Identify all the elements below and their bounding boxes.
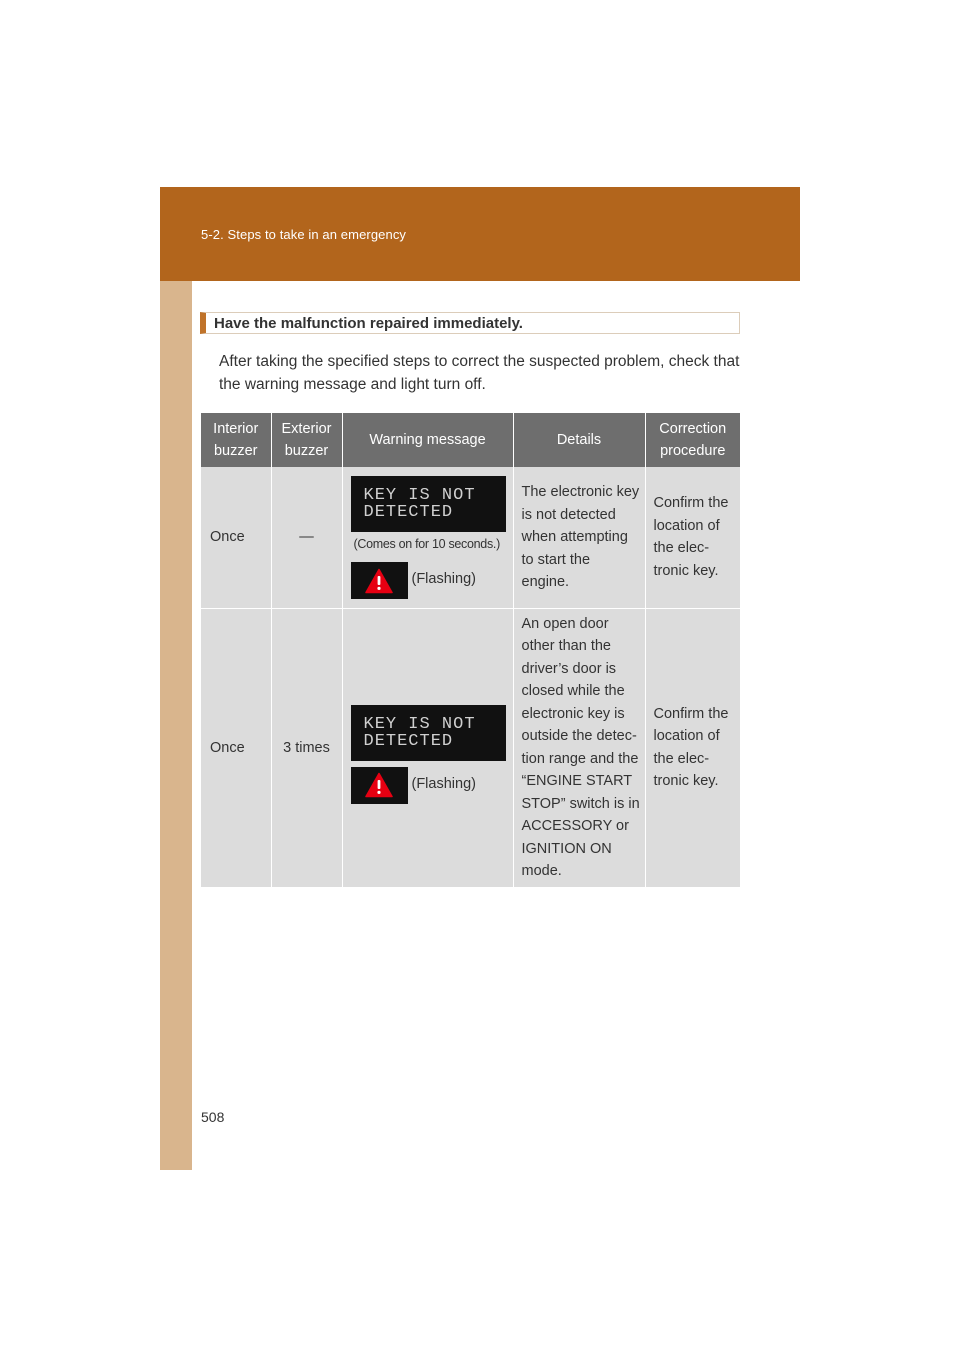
exterior-buzzer-cell: 3 times: [271, 608, 342, 887]
warning-message-cell: [342, 608, 513, 887]
page-number: 508: [201, 1109, 225, 1125]
warning-light: [351, 562, 408, 599]
warning-table: [201, 413, 740, 888]
table-row: [201, 608, 740, 887]
column-header: Exterior buzzer: [271, 413, 342, 467]
display-line: KEY IS NOT: [363, 714, 476, 734]
side-strip: [160, 281, 192, 1170]
flashing-label: (Flashing): [411, 775, 476, 792]
column-header: Warning message: [342, 413, 513, 467]
correction-cell: Confirm the location of the elec- tronic key.: [645, 467, 740, 608]
section-heading: Have the malfunction repaired immediately.: [200, 312, 740, 334]
details-cell: An open door other than the driver’s door is closed while the electronic key is outside the detec- tion range and the “ENGINE START STOP” switch is in ACCESSORY or IGNITION ON mode.: [513, 608, 645, 887]
warning-triangle-icon: [365, 568, 393, 594]
display-line: KEY IS NOT: [363, 486, 476, 505]
display-line: DETECTED: [363, 731, 454, 751]
warning-triangle-icon: [365, 772, 393, 798]
table-row: [201, 467, 740, 608]
column-header: Correction procedure: [645, 413, 740, 467]
correction-cell: Confirm the location of the elec- tronic key.: [645, 608, 740, 887]
message-display: [351, 476, 506, 532]
display-line: DETECTED: [363, 503, 454, 522]
section-title: 5-2. Steps to take in an emergency: [201, 227, 407, 242]
exterior-buzzer-cell: —: [271, 467, 342, 608]
interior-buzzer-cell: Once: [201, 608, 271, 887]
warning-light: [351, 767, 408, 804]
intro-text: After taking the specified steps to correct the suspected problem, check that the warning message and light turn off.: [219, 353, 740, 393]
column-header: Details: [513, 413, 645, 467]
details-cell: The electronic key is not detected when attempting to start the engine.: [513, 467, 645, 608]
table-header-row: [201, 413, 740, 467]
flashing-label: (Flashing): [411, 571, 476, 587]
display-note: (Comes on for 10 seconds.): [353, 537, 500, 551]
interior-buzzer-cell: Once: [201, 467, 271, 608]
warning-message-cell: [342, 467, 513, 608]
column-header: Interior buzzer: [201, 413, 271, 467]
message-display: [351, 705, 506, 761]
